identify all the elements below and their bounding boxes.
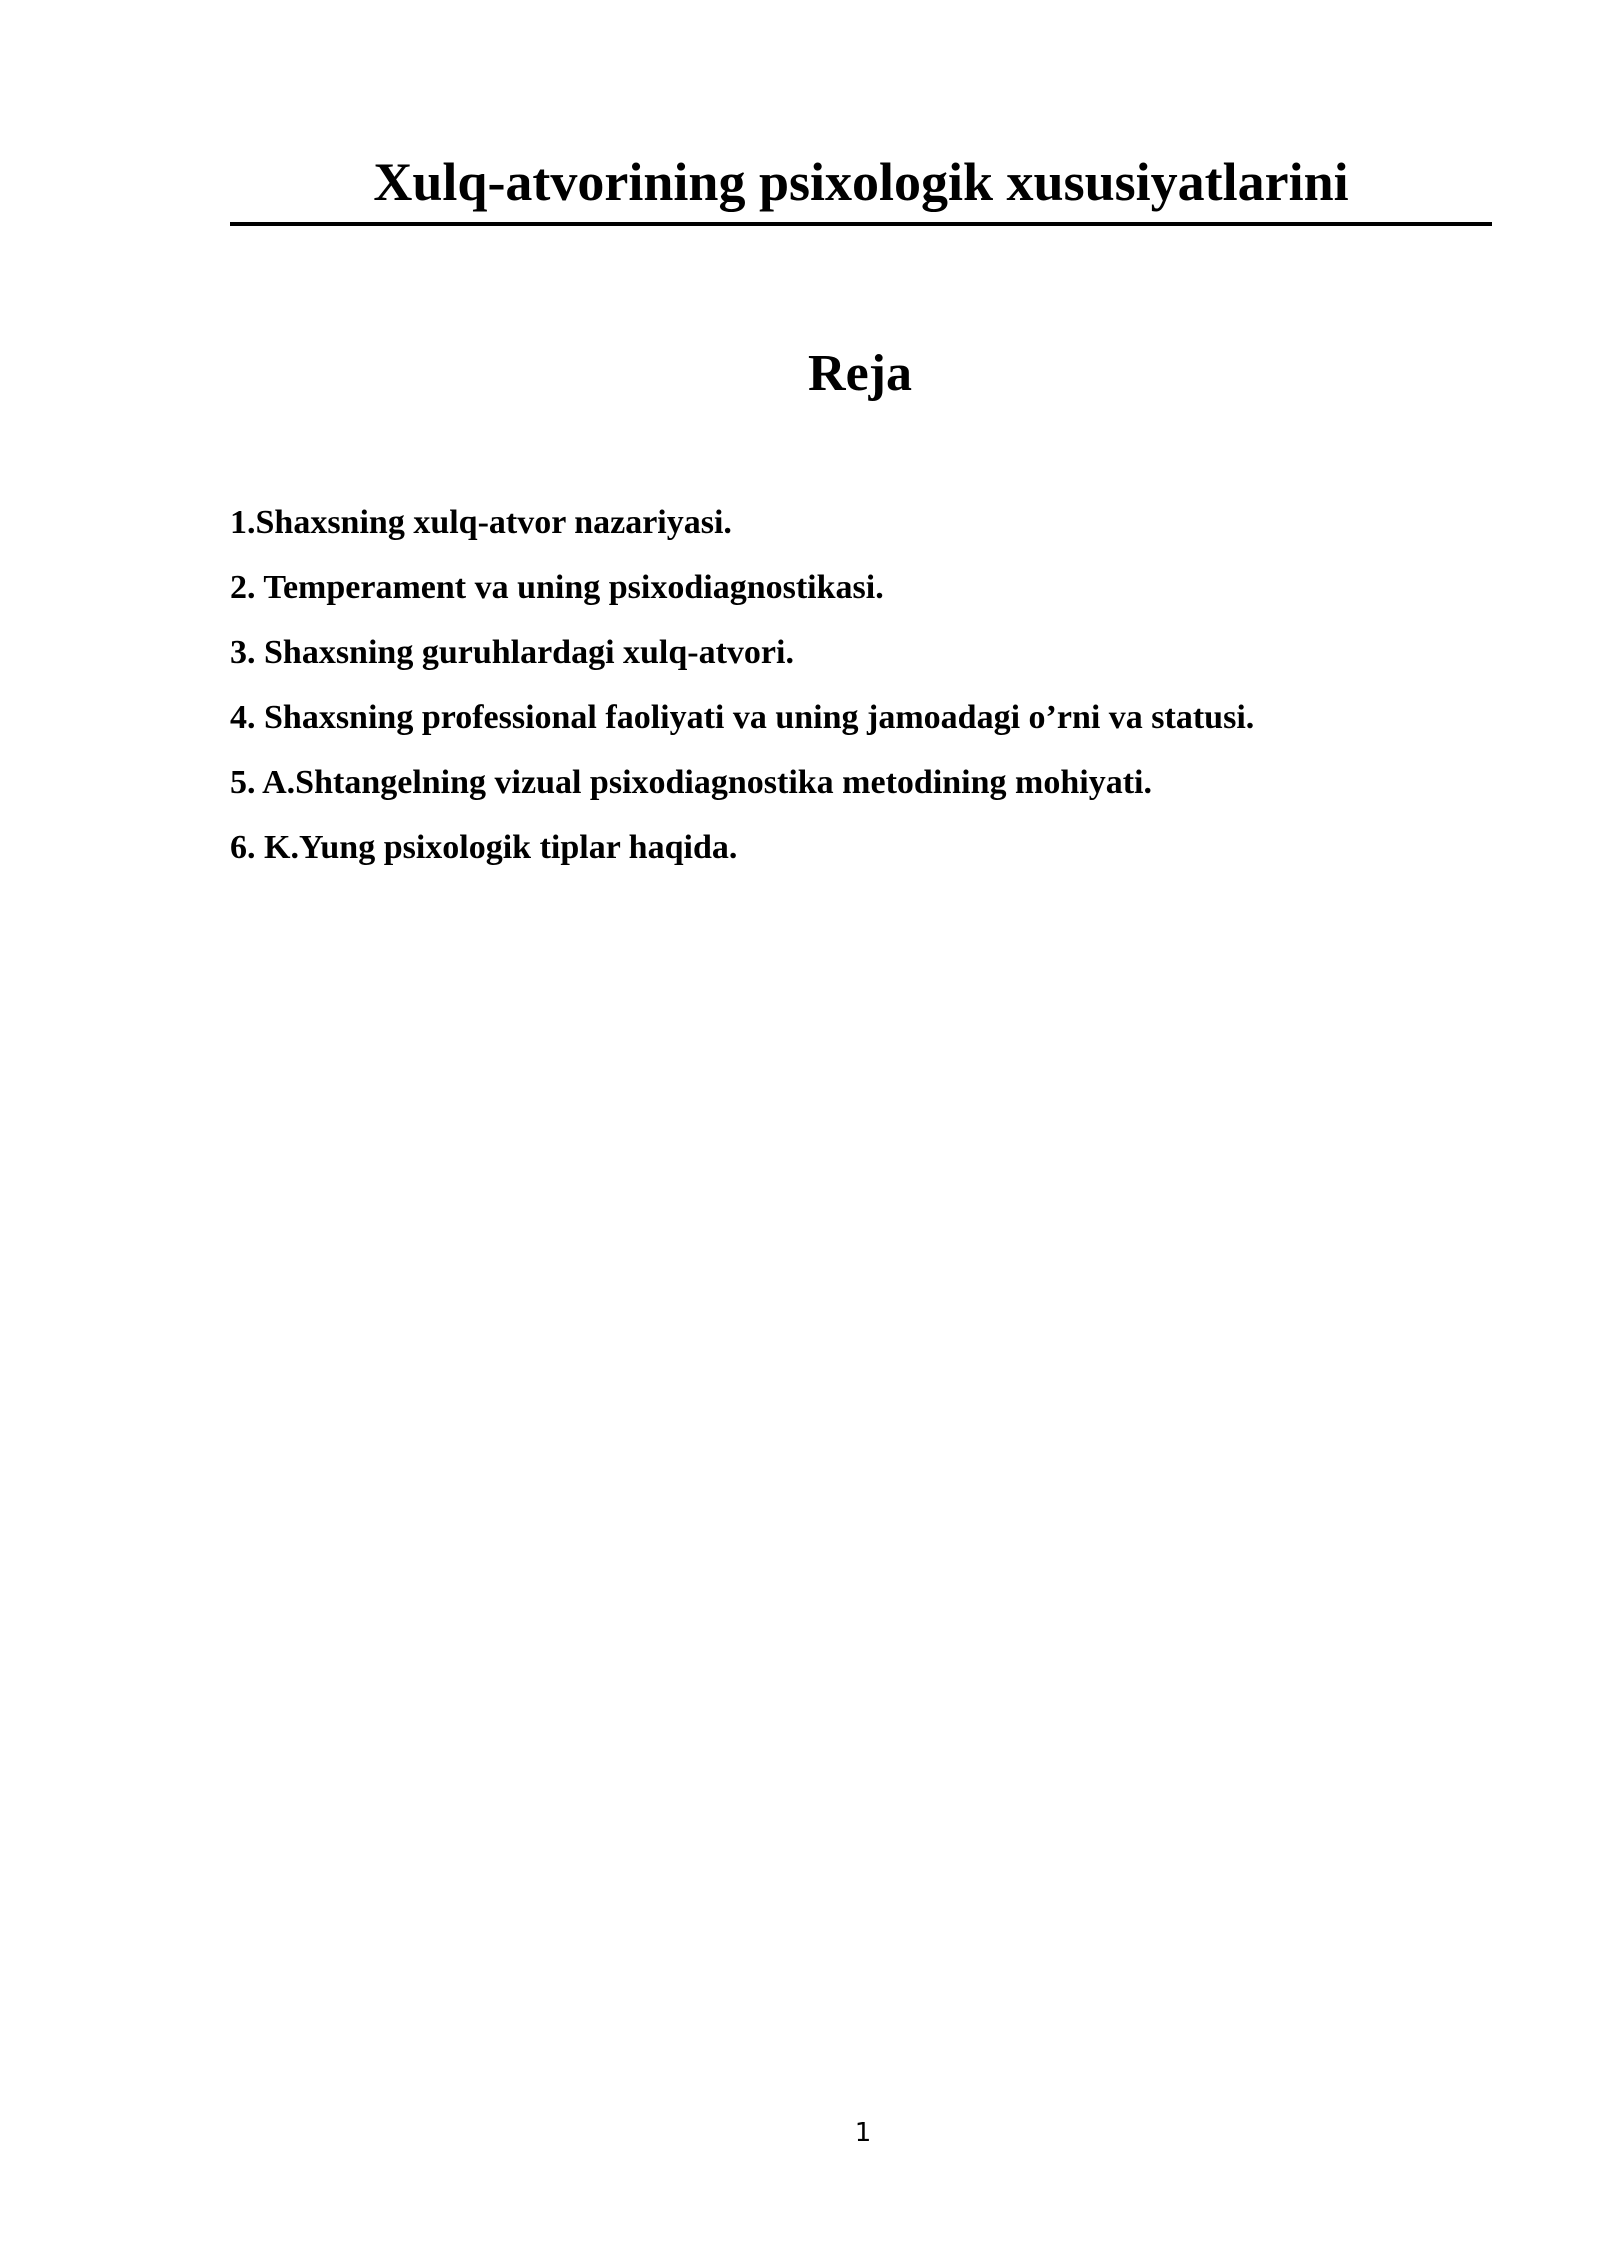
plan-item-1: 1.Shaxsning xulq-atvor nazariyasi. xyxy=(230,504,732,541)
plan-item-4: 4. Shaxsning professional faoliyati va uning jamoadagi o’rni va statusi. xyxy=(230,699,1255,736)
plan-list xyxy=(230,500,1530,890)
plan-item-5: 5. A.Shtangelning vizual psixodiagnostika metodining mohiyati. xyxy=(230,764,1152,801)
plan-heading: Reja xyxy=(808,345,912,402)
plan-item-6: 6. K.Yung psixologik tiplar haqida. xyxy=(230,829,738,866)
plan-item-3: 3. Shaxsning guruhlardagi xulq-atvori. xyxy=(230,634,794,671)
plan-item-2: 2. Temperament va uning psixodiagnostikasi. xyxy=(230,569,884,606)
title-underline xyxy=(230,150,1492,226)
document-title: Xulq-atvorining psixologik xususiyatlarini xyxy=(373,152,1349,212)
page-number: 1 xyxy=(854,2118,872,2148)
